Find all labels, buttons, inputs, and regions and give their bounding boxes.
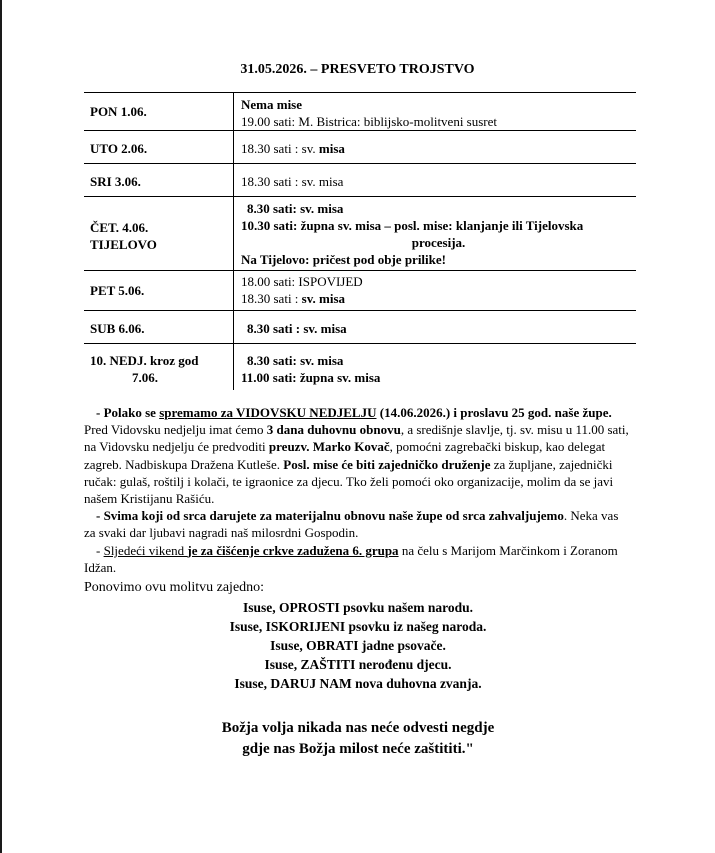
day-label: ČET. 4.06. xyxy=(90,220,149,235)
day-label: SRI 3.06. xyxy=(90,174,141,189)
announcement-donations: - Svima koji od srca darujete za materijalnu obnovu naše župe od srca zahvaljujemo. Neka vas za svaki dar ljubavi nagradi naš milosrdni Gospodin. xyxy=(84,508,619,541)
day-label: PET 5.06. xyxy=(90,283,145,298)
link-vidovska: spremamo za VIDOVSKU NEDJELJU xyxy=(159,405,377,420)
closing-quote xyxy=(84,718,632,760)
schedule-row-fri xyxy=(84,271,636,311)
prayer-line: Isuse, DARUJ NAM nova duhovna zvanja. xyxy=(234,676,482,691)
schedule-row-thu xyxy=(84,197,636,271)
day-label: 10. NEDJ. kroz god xyxy=(90,353,199,368)
day-sublabel: 7.06. xyxy=(132,370,158,385)
schedule-text: 11.00 sati: župna sv. misa xyxy=(241,370,381,385)
schedule-text: Na Tijelovo: pričest pod obje prilike! xyxy=(241,252,446,267)
schedule-text-bold: sv. misa xyxy=(301,291,346,306)
announcement-vidovska: - Polako se spremamo za VIDOVSKU NEDJELJU (14.06.2026.) i proslavu 25 god. naše župe. Pred Vidovsku nedjelju imat ćemo 3 dana duhovnu obnovu, a središnje slavlje, tj. sv. misu u 11.00 sati, na Vidovsku nedjelju će predvoditi preuzv. Marko Kovač, pomoćni zagrebački biskup, kao delegat zagreb. Nadbiskupa Dražena Kutleše. Posl. mise će biti zajedničko druženje za župljane, zajednički ručak: gulaš, roštilj i kolači, te igraonice za djecu. Tko želi pomoći oko organizacije, molim da se javi našem Kristijanu Rašiću. xyxy=(84,405,629,507)
schedule-text: 10.30 sati: župna sv. misa – posl. mise: klanjanje ili Tijelovska xyxy=(241,218,584,233)
page-title: 31.05.2026. – PRESVETO TROJSTVO xyxy=(240,62,475,77)
day-label: PON 1.06. xyxy=(90,104,147,119)
prayer-line: Isuse, ISKORIJENI psovku iz našeg naroda. xyxy=(229,619,487,634)
page-edge xyxy=(0,0,2,853)
schedule-row-tue xyxy=(84,131,636,164)
schedule-text: 8.30 sati: sv. misa xyxy=(247,353,344,368)
schedule-text: 8.30 sati: sv. misa xyxy=(247,201,344,216)
schedule-text: 18.30 sati : xyxy=(241,291,302,306)
day-label: UTO 2.06. xyxy=(90,141,148,156)
schedule-row-sun xyxy=(84,344,636,390)
schedule-text-bold: misa xyxy=(318,141,345,156)
announcement-cleaning: - Sljedeći vikend je za čišćenje crkve zadužena 6. grupa na čelu s Marijom Marčinkom i Zoranom Idžan. xyxy=(84,542,618,575)
schedule-text: 18.00 sati: ISPOVIJED xyxy=(241,274,363,289)
prayer-line: Isuse, OBRATI jadne psovače. xyxy=(270,638,446,653)
schedule-text: Nema mise xyxy=(241,97,303,112)
schedule-text: 19.00 sati: M. Bistrica: biblijsko-molitveni susret xyxy=(241,114,498,129)
quote-line: gdje nas Božja milost neće zaštititi." xyxy=(242,741,474,757)
day-sublabel: TIJELOVO xyxy=(90,237,157,252)
prayer-intro: Ponovimo ovu molitvu zajedno: xyxy=(84,580,265,595)
prayer-line: Isuse, ZAŠTITI nerođenu djecu. xyxy=(264,657,452,672)
schedule-table xyxy=(84,92,636,390)
schedule-text: 18.30 sati : sv. xyxy=(241,141,319,156)
schedule-row-mon xyxy=(84,93,636,131)
schedule-text: 18.30 sati : sv. misa xyxy=(241,174,344,189)
prayer-line: Isuse, OPROSTI psovku našem narodu. xyxy=(242,600,474,615)
day-label: SUB 6.06. xyxy=(90,321,145,336)
schedule-row-sat xyxy=(84,311,636,344)
schedule-text: procesija. xyxy=(411,235,466,250)
prayer xyxy=(84,598,632,693)
announcements xyxy=(84,404,632,576)
quote-line: Božja volja nikada nas neće odvesti negdje xyxy=(221,720,495,736)
schedule-row-wed xyxy=(84,164,636,197)
schedule-text: 8.30 sati : sv. misa xyxy=(247,321,347,336)
